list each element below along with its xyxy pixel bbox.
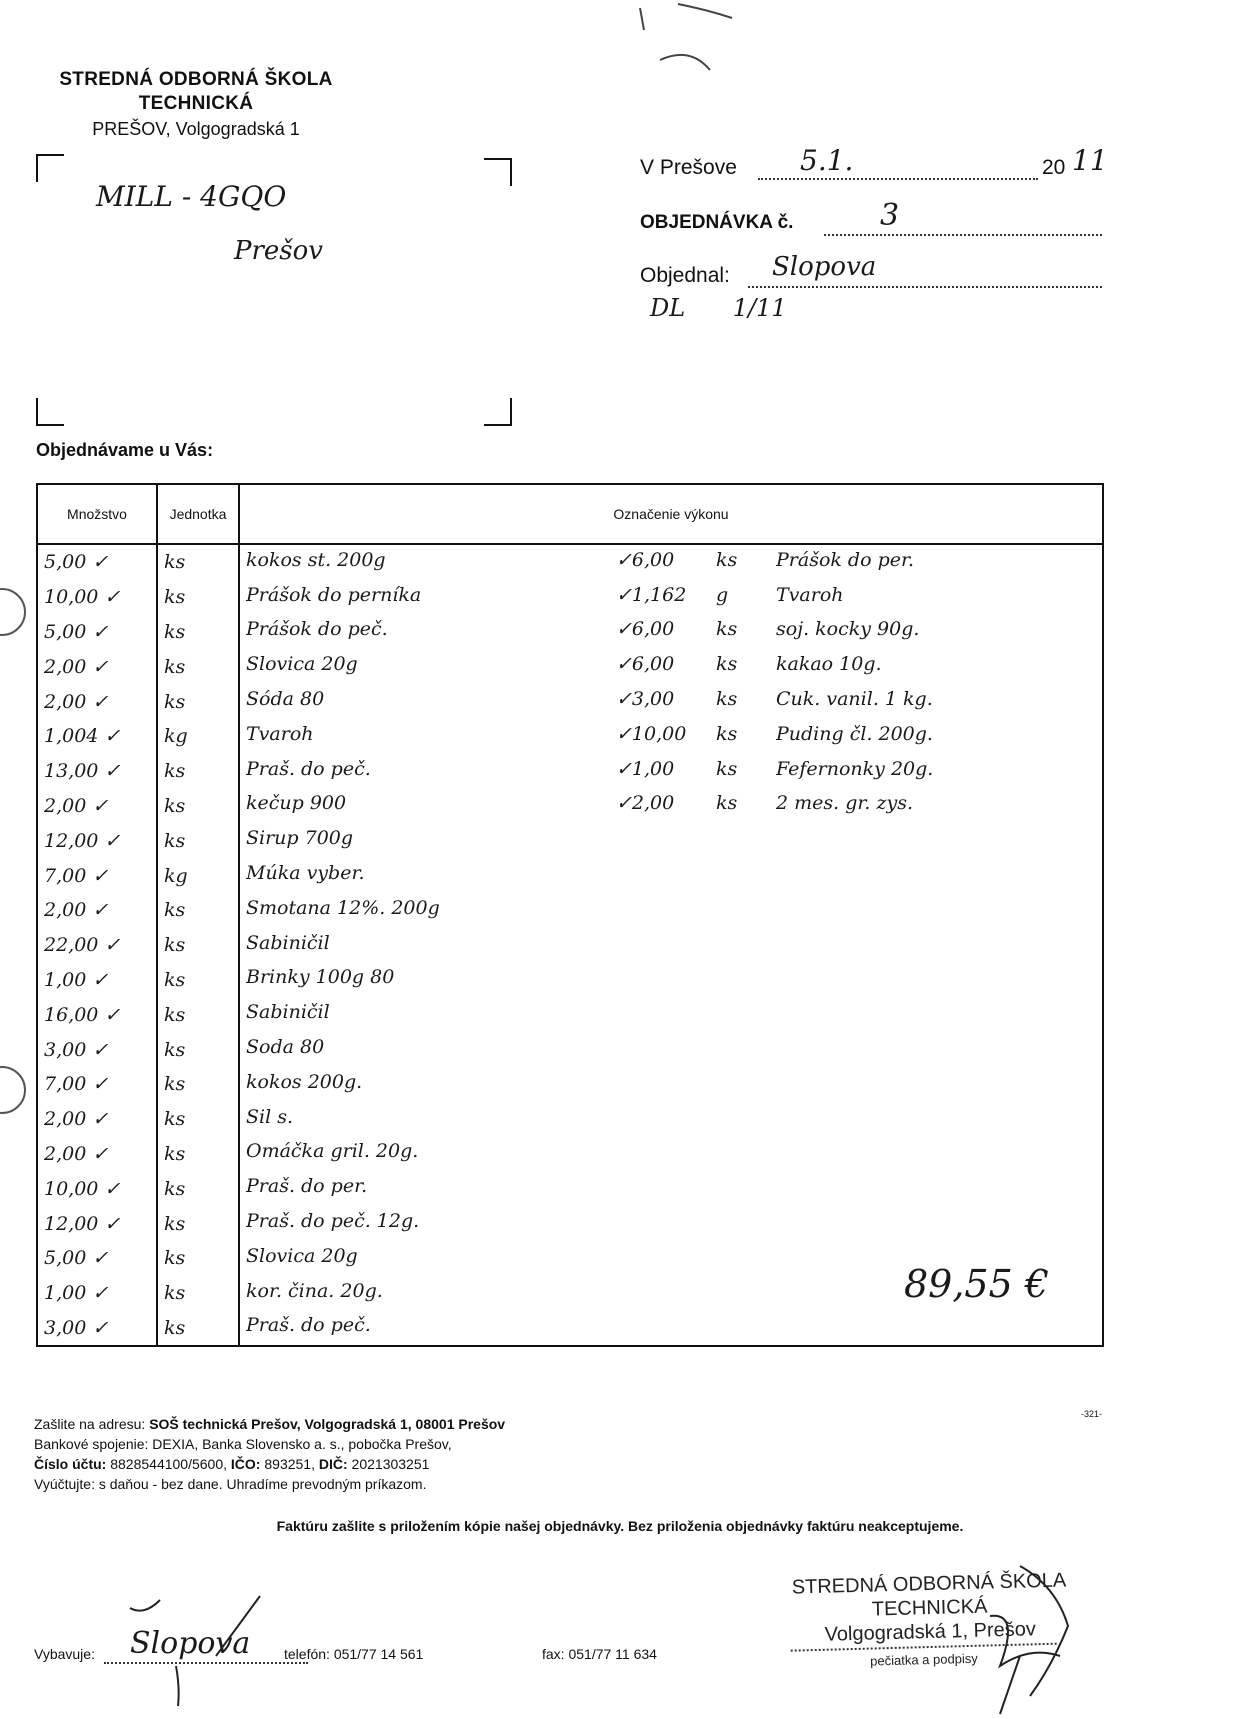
form-code: -321-: [1080, 1409, 1102, 1419]
desc-text: Praš. do peč.: [246, 1314, 371, 1337]
unit-cell: ks: [157, 963, 239, 998]
qty-cell: 2,00 ✓: [37, 893, 157, 928]
table-row: [37, 615, 1103, 650]
desc-text: Omáčka gril. 20g.: [246, 1140, 419, 1163]
invoice-notice: Faktúru zašlite s priložením kópie našej objednávky. Bez priloženia objednávky faktúru neakceptujeme.: [276, 1518, 964, 1534]
unit-cell: ks: [157, 997, 239, 1032]
unit-cell: ks: [157, 544, 239, 580]
desc-text: Praš. do peč.: [246, 757, 371, 780]
desc-text: kokos st. 200g: [246, 548, 386, 571]
table-header-row: [37, 484, 1103, 544]
date-value: 5.1.: [800, 144, 854, 177]
footer-info: [34, 1414, 505, 1494]
desc-text: Soda 80: [246, 1036, 325, 1059]
table-row: [37, 544, 1103, 580]
desc-text: Sabiničil: [246, 931, 330, 954]
qty-cell: 3,00 ✓: [37, 1311, 157, 1347]
desc-cell: [239, 823, 1103, 858]
table-row: [37, 649, 1103, 684]
desc-text: Sóda 80: [246, 688, 325, 711]
frame-corner-tr: [484, 158, 512, 186]
qty-cell: 2,00 ✓: [37, 1137, 157, 1172]
punch-hole-top: [0, 588, 26, 636]
unit-cell: ks: [157, 615, 239, 650]
order-intro: Objednávame u Vás:: [36, 440, 214, 460]
stamp-signature: [960, 1556, 1080, 1716]
order-table-body: [37, 544, 1103, 1346]
unit-cell: ks: [157, 684, 239, 719]
school-name: STREDNÁ ODBORNÁ ŠKOLA: [59, 69, 333, 90]
qty-cell: 2,00 ✓: [37, 684, 157, 719]
order-total: 89,55 €: [904, 1262, 1050, 1306]
recipient-city: Prešov: [234, 236, 323, 266]
table-row: [37, 580, 1103, 615]
desc-secondary: kakao 10g.: [776, 653, 882, 676]
desc-text: Múka vyber.: [246, 862, 365, 885]
unit-cell: ks: [157, 1276, 239, 1311]
frame-corner-tl: [36, 154, 64, 182]
table-row: [37, 858, 1103, 893]
desc-cell: [239, 858, 1103, 893]
ico-value: 893251,: [264, 1456, 315, 1472]
table-row: [37, 684, 1103, 719]
unit-secondary: ks: [716, 722, 738, 745]
school-type: TECHNICKÁ: [138, 93, 254, 114]
qty-cell: 3,00 ✓: [37, 1032, 157, 1067]
unit-cell: ks: [157, 1032, 239, 1067]
qty-cell: 10,00 ✓: [37, 580, 157, 615]
desc-text: Praš. do peč. 12g.: [246, 1210, 420, 1233]
desc-text: Praš. do per.: [246, 1175, 368, 1198]
unit-cell: ks: [157, 928, 239, 963]
unit-cell: ks: [157, 1311, 239, 1347]
qty-cell: 1,00 ✓: [37, 1276, 157, 1311]
qty-cell: 12,00 ✓: [37, 823, 157, 858]
order-number-field: [640, 198, 1106, 240]
unit-cell: ks: [157, 754, 239, 789]
desc-text: Brinky 100g 80: [246, 966, 395, 989]
col-header-desc: Označenie výkonu: [239, 484, 1103, 544]
table-row: [37, 1102, 1103, 1137]
account-line: [34, 1454, 505, 1474]
top-scribble: [620, 0, 760, 90]
qty-secondary: ✓3,00: [616, 688, 675, 711]
unit-secondary: ks: [716, 653, 738, 676]
desc-text: Smotana 12%. 200g: [246, 896, 440, 919]
address-label: Zašlite na adresu:: [34, 1416, 146, 1432]
unit-secondary: ks: [716, 548, 738, 571]
unit-cell: ks: [157, 893, 239, 928]
unit-cell: ks: [157, 1171, 239, 1206]
desc-text: Tvaroh: [246, 722, 314, 745]
desc-cell: [239, 684, 1103, 719]
desc-secondary: Fefernonky 20g.: [776, 757, 934, 780]
desc-cell: [239, 1067, 1103, 1102]
qty-cell: 22,00 ✓: [37, 928, 157, 963]
qty-secondary: ✓6,00: [616, 548, 675, 571]
unit-cell: ks: [157, 1206, 239, 1241]
stamp-caption: pečiatka a podpisy: [791, 1643, 1058, 1676]
unit-cell: ks: [157, 1137, 239, 1172]
handled-value: Slopova: [130, 1626, 251, 1661]
stamp-line-1: STREDNÁ ODBORNÁ ŠKOLA: [791, 1569, 1067, 1599]
unit-secondary: ks: [716, 688, 738, 711]
desc-cell: [239, 963, 1103, 998]
account-value: 8828544100/5600,: [110, 1456, 228, 1472]
stamp-line-3: Volgogradská 1, Prešov: [824, 1618, 1037, 1646]
qty-cell: 13,00 ✓: [37, 754, 157, 789]
desc-secondary: soj. kocky 90g.: [776, 618, 920, 641]
desc-cell: [239, 1311, 1103, 1347]
footer-address-line: [34, 1414, 505, 1434]
desc-text: kor. čina. 20g.: [246, 1279, 383, 1302]
qty-secondary: ✓1,162: [616, 583, 687, 606]
desc-secondary: Puding čl. 200g.: [776, 722, 933, 745]
qty-cell: 5,00 ✓: [37, 1241, 157, 1276]
qty-cell: 10,00 ✓: [37, 1171, 157, 1206]
table-row: [37, 823, 1103, 858]
unit-cell: ks: [157, 580, 239, 615]
unit-cell: kg: [157, 858, 239, 893]
qty-cell: 7,00 ✓: [37, 858, 157, 893]
school-header: [36, 68, 356, 142]
unit-cell: ks: [157, 1067, 239, 1102]
unit-cell: ks: [157, 1241, 239, 1276]
desc-cell: [239, 1206, 1103, 1241]
table-row: [37, 997, 1103, 1032]
handled-signature: [120, 1588, 270, 1708]
desc-secondary: Tvaroh: [776, 583, 844, 606]
table-row: [37, 1067, 1103, 1102]
table-row: [37, 893, 1103, 928]
table-row: [37, 789, 1103, 824]
punch-hole-bottom: [0, 1066, 26, 1114]
order-value: 3: [880, 198, 900, 233]
handled-label: Vybavuje:: [34, 1646, 95, 1662]
table-row: [37, 928, 1103, 963]
table-row: [37, 1311, 1103, 1347]
desc-cell: [239, 1102, 1103, 1137]
qty-cell: 5,00 ✓: [37, 615, 157, 650]
desc-text: Prášok do peč.: [246, 618, 388, 641]
unit-cell: kg: [157, 719, 239, 754]
table-row: [37, 719, 1103, 754]
qty-secondary: ✓2,00: [616, 792, 675, 815]
frame-corner-br: [484, 398, 512, 426]
table-row: [37, 1171, 1103, 1206]
ordered-by-field: [640, 252, 1106, 292]
qty-secondary: ✓10,00: [616, 722, 687, 745]
qty-cell: 1,00 ✓: [37, 963, 157, 998]
desc-text: Slovica 20g: [246, 1244, 358, 1267]
unit-secondary: ks: [716, 618, 738, 641]
qty-cell: 16,00 ✓: [37, 997, 157, 1032]
recipient-name: MILL - 4GQO: [96, 180, 287, 213]
table-row: [37, 1032, 1103, 1067]
year-prefix: 20: [1042, 156, 1066, 179]
qty-cell: 2,00 ✓: [37, 1102, 157, 1137]
desc-text: kokos 200g.: [246, 1070, 363, 1093]
dl-note: DL 1/11: [650, 294, 787, 322]
dic-label: DIČ:: [318, 1456, 348, 1472]
account-label: Číslo účtu:: [34, 1456, 107, 1472]
year-value: 11: [1072, 144, 1108, 177]
qty-secondary: ✓6,00: [616, 653, 675, 676]
ordered-by-dotline: [748, 286, 1102, 288]
desc-cell: [239, 1137, 1103, 1172]
qty-cell: 12,00 ✓: [37, 1206, 157, 1241]
qty-cell: 2,00 ✓: [37, 789, 157, 824]
date-dotline: [758, 178, 1038, 180]
desc-cell: [239, 580, 1103, 615]
stamp-line-2: TECHNICKÁ: [871, 1595, 988, 1621]
desc-cell: [239, 997, 1103, 1032]
qty-cell: 5,00 ✓: [37, 544, 157, 580]
desc-cell: [239, 1032, 1103, 1067]
dic-value: 2021303251: [351, 1456, 430, 1472]
qty-secondary: ✓1,00: [616, 757, 675, 780]
desc-text: Sabiničil: [246, 1001, 330, 1024]
place-label: V Prešove: [640, 156, 737, 179]
desc-cell: [239, 754, 1103, 789]
order-table: [36, 483, 1104, 1347]
order-label: OBJEDNÁVKA č.: [640, 212, 794, 233]
desc-text: Slovica 20g: [246, 653, 358, 676]
table-row: [37, 754, 1103, 789]
desc-text: Sil s.: [246, 1105, 293, 1128]
unit-secondary: ks: [716, 757, 738, 780]
qty-cell: 1,004 ✓: [37, 719, 157, 754]
frame-corner-bl: [36, 398, 64, 426]
qty-cell: 7,00 ✓: [37, 1067, 157, 1102]
desc-secondary: Cuk. vanil. 1 kg.: [776, 688, 933, 711]
desc-cell: [239, 719, 1103, 754]
date-field: [640, 144, 1108, 184]
desc-secondary: Prášok do per.: [776, 548, 915, 571]
unit-cell: ks: [157, 789, 239, 824]
desc-cell: [239, 928, 1103, 963]
desc-cell: [239, 893, 1103, 928]
desc-cell: [239, 789, 1103, 824]
unit-secondary: ks: [716, 792, 738, 815]
desc-secondary: 2 mes. gr. zys.: [776, 792, 913, 815]
ordered-by-value: Slopova: [772, 252, 877, 282]
table-row: [37, 1137, 1103, 1172]
unit-cell: ks: [157, 823, 239, 858]
address-value: SOŠ technická Prešov, Volgogradská 1, 08001 Prešov: [149, 1416, 506, 1432]
unit-secondary: g: [716, 583, 729, 606]
qty-cell: 2,00 ✓: [37, 649, 157, 684]
bank-line: Bankové spojenie: DEXIA, Banka Slovensko a. s., pobočka Prešov,: [34, 1436, 452, 1452]
fax: fax: 051/77 11 634: [542, 1646, 657, 1662]
desc-text: kečup 900: [246, 792, 347, 815]
billing-line: Vyúčtujte: s daňou - bez dane. Uhradíme prevodným príkazom.: [34, 1476, 427, 1492]
school-address: PREŠOV, Volgogradská 1: [92, 119, 300, 139]
ico-label: IČO:: [230, 1456, 261, 1472]
unit-cell: ks: [157, 1102, 239, 1137]
desc-cell: [239, 544, 1103, 580]
col-header-unit: Jednotka: [157, 484, 239, 544]
desc-text: Prášok do perníka: [246, 583, 422, 606]
col-header-qty: Množstvo: [37, 484, 157, 544]
phone: telefón: 051/77 14 561: [284, 1646, 424, 1662]
desc-cell: [239, 649, 1103, 684]
desc-text: Sirup 700g: [246, 827, 354, 850]
table-row: [37, 963, 1103, 998]
qty-secondary: ✓6,00: [616, 618, 675, 641]
desc-cell: [239, 1171, 1103, 1206]
desc-cell: [239, 615, 1103, 650]
table-row: [37, 1206, 1103, 1241]
unit-cell: ks: [157, 649, 239, 684]
ordered-by-label: Objednal:: [640, 264, 730, 287]
order-dotline: [824, 234, 1102, 236]
